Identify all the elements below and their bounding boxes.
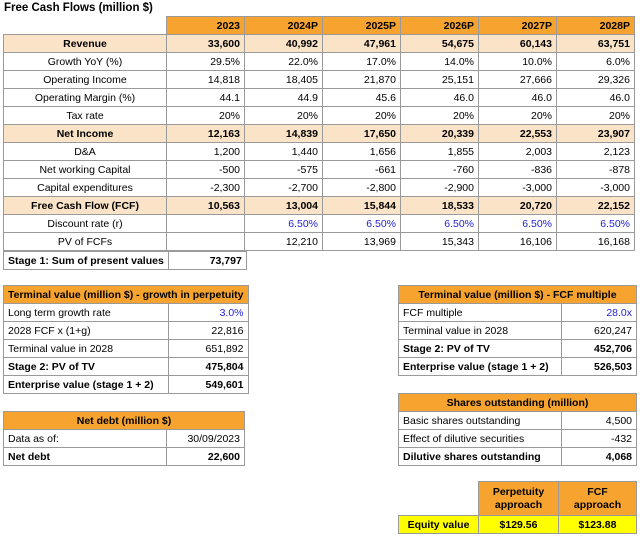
cell-value: -2,300	[167, 179, 245, 197]
row-value: 28.0x	[562, 304, 637, 322]
row-label: Terminal value in 2028	[399, 322, 562, 340]
table-row	[4, 35, 635, 53]
cell-value: 33,600	[167, 35, 245, 53]
row-label: Growth YoY (%)	[4, 53, 167, 71]
row-value: 22,816	[169, 322, 248, 340]
year-header: 2028P	[557, 17, 635, 35]
terminal-growth-table	[3, 285, 249, 394]
table-row	[4, 448, 245, 466]
cell-value: 6.50%	[557, 215, 635, 233]
cell-value: 18,405	[245, 71, 323, 89]
fcf-table	[3, 16, 635, 251]
cell-value: 16,106	[479, 233, 557, 251]
sheet-title: Free Cash Flows (million $)	[4, 2, 153, 14]
cell-value: 2,003	[479, 143, 557, 161]
row-value: 4,500	[562, 412, 637, 430]
cell-value: 20%	[479, 107, 557, 125]
year-header-row	[4, 17, 635, 35]
table-row	[4, 304, 249, 322]
cell-value: 25,151	[401, 71, 479, 89]
cell-value: 20%	[401, 107, 479, 125]
row-label: Terminal value in 2028	[4, 340, 169, 358]
row-label: Capital expenditures	[4, 179, 167, 197]
cell-value: 6.50%	[245, 215, 323, 233]
cell-value: 14.0%	[401, 53, 479, 71]
cell-value: 46.0	[557, 89, 635, 107]
row-label: Enterprise value (stage 1 + 2)	[4, 376, 169, 394]
cell-value: 1,855	[401, 143, 479, 161]
terminal-multiple-header: Terminal value (million $) - FCF multiple	[399, 286, 637, 304]
table-row	[4, 340, 249, 358]
cell-value: -661	[323, 161, 401, 179]
equity-value-table	[398, 481, 637, 534]
cell-value: 20%	[245, 107, 323, 125]
equity-value-perpetuity: $129.56	[479, 516, 559, 534]
cell-value: -2,700	[245, 179, 323, 197]
year-header: 2027P	[479, 17, 557, 35]
row-value: 549,601	[169, 376, 248, 394]
cell-value: -2,800	[323, 179, 401, 197]
row-value: 526,503	[562, 358, 637, 376]
table-row	[4, 125, 635, 143]
row-value: 651,892	[169, 340, 248, 358]
table-row	[4, 376, 249, 394]
table-row	[4, 358, 249, 376]
cell-value: 63,751	[557, 35, 635, 53]
cell-value: 27,666	[479, 71, 557, 89]
row-label: Basic shares outstanding	[399, 412, 562, 430]
cell-value: -3,000	[479, 179, 557, 197]
cell-value: -500	[167, 161, 245, 179]
row-label: Free Cash Flow (FCF)	[4, 197, 167, 215]
cell-value: 13,969	[323, 233, 401, 251]
row-label: Operating Margin (%)	[4, 89, 167, 107]
cell-value: 45.6	[323, 89, 401, 107]
row-value: 4,068	[562, 448, 637, 466]
table-row	[4, 179, 635, 197]
table-row	[4, 143, 635, 161]
cell-value: 13,004	[245, 197, 323, 215]
table-row	[4, 107, 635, 125]
cell-value: 40,992	[245, 35, 323, 53]
cell-value: -3,000	[557, 179, 635, 197]
cell-value: -760	[401, 161, 479, 179]
cell-value: 20%	[557, 107, 635, 125]
table-row	[399, 304, 637, 322]
terminal-multiple-table	[398, 285, 637, 376]
perpetuity-approach-header: Perpetuity approach	[479, 482, 559, 516]
cell-value: 46.0	[479, 89, 557, 107]
stage1-value: 73,797	[168, 252, 246, 270]
cell-value: 1,440	[245, 143, 323, 161]
cell-value: 46.0	[401, 89, 479, 107]
cell-value: 16,168	[557, 233, 635, 251]
shares-header: Shares outstanding (million)	[399, 394, 637, 412]
table-row	[4, 215, 635, 233]
cell-value: 1,656	[323, 143, 401, 161]
cell-value: 21,870	[323, 71, 401, 89]
cell-value: 47,961	[323, 35, 401, 53]
table-row	[4, 322, 249, 340]
row-label: Operating Income	[4, 71, 167, 89]
row-label: Revenue	[4, 35, 167, 53]
table-row	[4, 430, 245, 448]
cell-value: 14,818	[167, 71, 245, 89]
cell-value: -2,900	[401, 179, 479, 197]
cell-value: 6.50%	[479, 215, 557, 233]
equity-value-fcf: $123.88	[559, 516, 637, 534]
cell-value: 10,563	[167, 197, 245, 215]
cell-value: -575	[245, 161, 323, 179]
cell-value: 14,839	[245, 125, 323, 143]
cell-value: -836	[479, 161, 557, 179]
cell-value: 22.0%	[245, 53, 323, 71]
row-value: 30/09/2023	[167, 430, 245, 448]
table-row	[399, 430, 637, 448]
table-row	[399, 448, 637, 466]
row-label: Dilutive shares outstanding	[399, 448, 562, 466]
row-label: Net Income	[4, 125, 167, 143]
header-blank-cell	[4, 17, 167, 35]
cell-value: 20%	[167, 107, 245, 125]
row-label: Stage 2: PV of TV	[399, 340, 562, 358]
cell-value: 1,200	[167, 143, 245, 161]
row-value: 475,804	[169, 358, 248, 376]
cell-value: 6.50%	[323, 215, 401, 233]
cell-value: 60,143	[479, 35, 557, 53]
table-row	[4, 161, 635, 179]
stage1-table	[3, 251, 247, 270]
cell-value: 18,533	[401, 197, 479, 215]
row-label: D&A	[4, 143, 167, 161]
row-label: Long term growth rate	[4, 304, 169, 322]
cell-value: 17.0%	[323, 53, 401, 71]
cell-value: 12,210	[245, 233, 323, 251]
row-value: -432	[562, 430, 637, 448]
row-value: 22,600	[167, 448, 245, 466]
cell-value: 12,163	[167, 125, 245, 143]
cell-value: 20,339	[401, 125, 479, 143]
cell-value: 29.5%	[167, 53, 245, 71]
cell-value	[167, 233, 245, 251]
stage1-label: Stage 1: Sum of present values	[4, 252, 169, 270]
cell-value: 23,907	[557, 125, 635, 143]
cell-value	[167, 215, 245, 233]
row-label: Discount rate (r)	[4, 215, 167, 233]
row-value: 452,706	[562, 340, 637, 358]
net-debt-header: Net debt (million $)	[4, 412, 245, 430]
cell-value: 17,650	[323, 125, 401, 143]
year-header: 2025P	[323, 17, 401, 35]
fcf-approach-header: FCF approach	[559, 482, 637, 516]
terminal-growth-header: Terminal value (million $) - growth in perpetuity	[4, 286, 249, 304]
cell-value: 44.1	[167, 89, 245, 107]
cell-value: 15,844	[323, 197, 401, 215]
row-label: Data as of:	[4, 430, 167, 448]
cell-value: 44.9	[245, 89, 323, 107]
cell-value: 20%	[323, 107, 401, 125]
cell-value: 22,553	[479, 125, 557, 143]
row-label: Net debt	[4, 448, 167, 466]
row-label: Effect of dilutive securities	[399, 430, 562, 448]
table-row	[4, 71, 635, 89]
row-label: PV of FCFs	[4, 233, 167, 251]
equity-value-label: Equity value	[399, 516, 479, 534]
row-label: 2028 FCF x (1+g)	[4, 322, 169, 340]
year-header: 2024P	[245, 17, 323, 35]
cell-value: 6.0%	[557, 53, 635, 71]
table-row	[399, 412, 637, 430]
equity-blank-cell	[399, 482, 479, 516]
year-header: 2023	[167, 17, 245, 35]
net-debt-table	[3, 411, 245, 466]
cell-value: 29,326	[557, 71, 635, 89]
table-row	[4, 233, 635, 251]
row-label: Net working Capital	[4, 161, 167, 179]
cell-value: 10.0%	[479, 53, 557, 71]
row-value: 3.0%	[169, 304, 248, 322]
cell-value: 15,343	[401, 233, 479, 251]
row-label: Stage 2: PV of TV	[4, 358, 169, 376]
cell-value: 54,675	[401, 35, 479, 53]
row-label: Tax rate	[4, 107, 167, 125]
cell-value: -878	[557, 161, 635, 179]
year-header: 2026P	[401, 17, 479, 35]
cell-value: 20,720	[479, 197, 557, 215]
table-row	[399, 340, 637, 358]
table-row	[399, 358, 637, 376]
shares-table	[398, 393, 637, 466]
table-row	[4, 53, 635, 71]
table-row	[4, 197, 635, 215]
cell-value: 22,152	[557, 197, 635, 215]
row-value: 620,247	[562, 322, 637, 340]
table-row	[399, 322, 637, 340]
cell-value: 2,123	[557, 143, 635, 161]
table-row	[4, 89, 635, 107]
row-label: Enterprise value (stage 1 + 2)	[399, 358, 562, 376]
row-label: FCF multiple	[399, 304, 562, 322]
cell-value: 6.50%	[401, 215, 479, 233]
